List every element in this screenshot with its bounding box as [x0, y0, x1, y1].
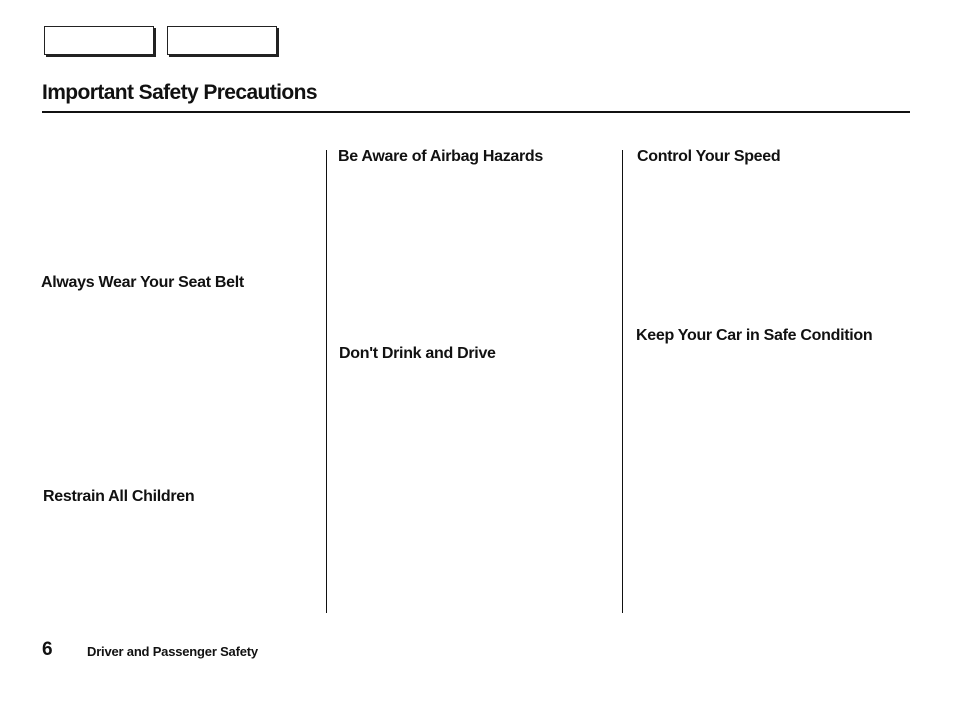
heading-drink-drive: Don't Drink and Drive — [339, 345, 496, 362]
title-divider — [42, 111, 910, 113]
nav-button-previous[interactable] — [44, 26, 154, 55]
heading-safe-condition: Keep Your Car in Safe Condition — [636, 327, 873, 344]
column-divider-right — [622, 150, 623, 613]
page-title: Important Safety Precautions — [42, 81, 317, 104]
heading-restrain-children: Restrain All Children — [43, 488, 195, 505]
heading-control-speed: Control Your Speed — [637, 148, 781, 165]
heading-seat-belt: Always Wear Your Seat Belt — [41, 274, 244, 291]
nav-button-next[interactable] — [167, 26, 277, 55]
page-number: 6 — [42, 639, 53, 660]
heading-airbag-hazards: Be Aware of Airbag Hazards — [338, 148, 544, 165]
column-divider-left — [326, 150, 327, 613]
footer-section-name: Driver and Passenger Safety — [87, 644, 258, 659]
